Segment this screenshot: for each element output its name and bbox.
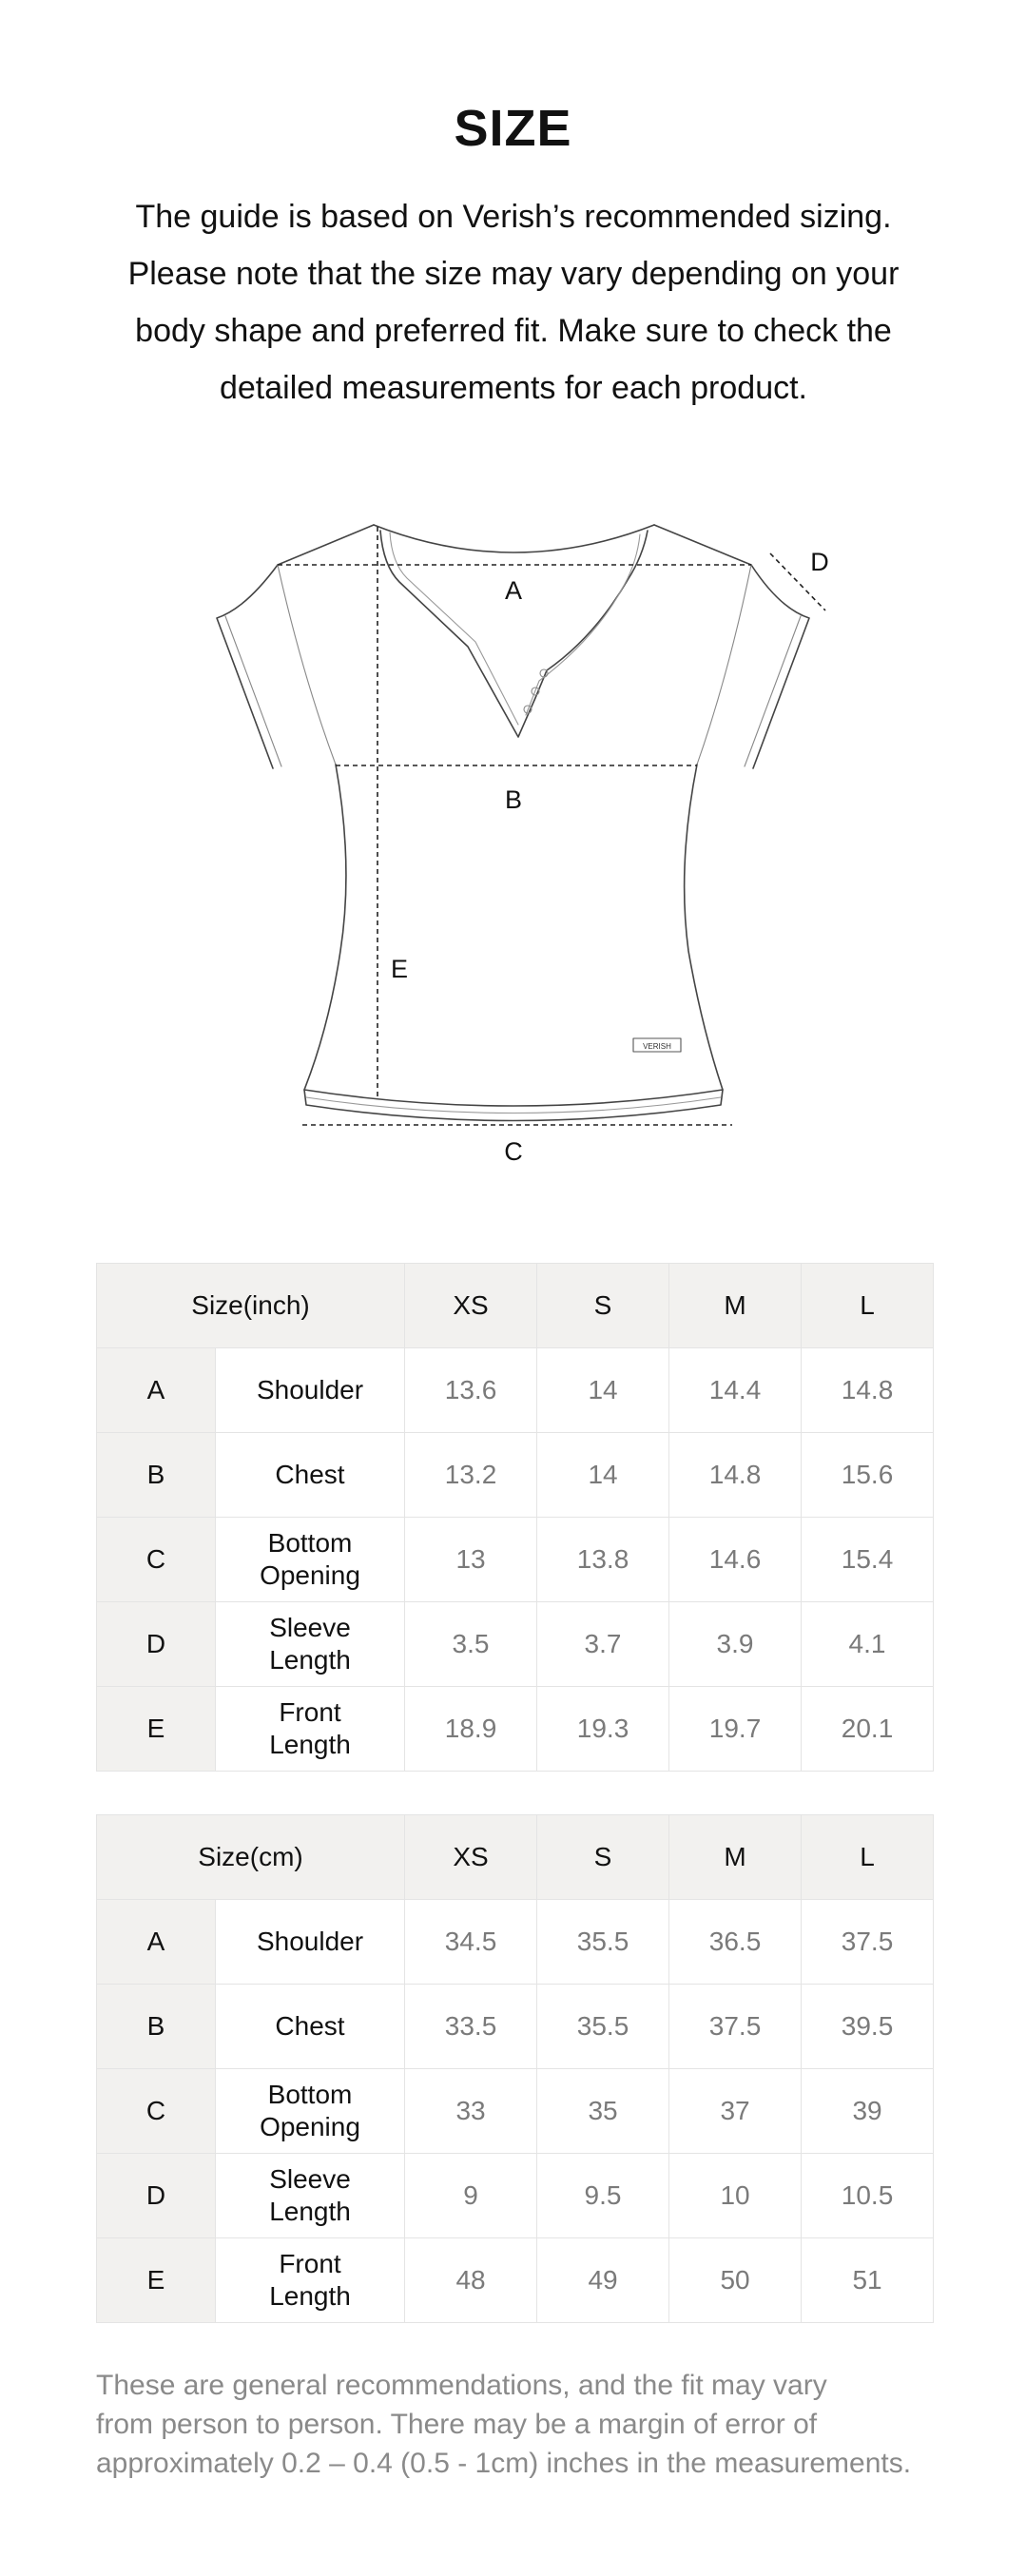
measure-key: E — [97, 2238, 216, 2323]
page-title: SIZE — [454, 100, 572, 157]
disclaimer-note — [96, 2366, 952, 2483]
measure-value: 3.9 — [669, 1602, 802, 1687]
measure-value: 13.6 — [405, 1348, 537, 1433]
measure-label: Chest — [216, 1433, 405, 1518]
table-row — [97, 1900, 934, 1985]
unit-header: Size(inch) — [97, 1264, 405, 1348]
label-d: D — [810, 548, 829, 576]
measure-value: 19.3 — [537, 1687, 669, 1772]
body-left-side — [304, 765, 346, 1090]
measure-value: 10.5 — [802, 2154, 934, 2238]
body-right-side — [685, 765, 723, 1090]
table-row — [97, 2154, 934, 2238]
size-header: L — [802, 1815, 934, 1900]
measure-value: 10 — [669, 2154, 802, 2238]
garment-diagram — [0, 494, 1026, 1189]
label-a: A — [504, 576, 523, 605]
intro-line: Please note that the size may vary depending on your — [127, 256, 900, 292]
table-row — [97, 1687, 934, 1772]
measure-key: A — [97, 1900, 216, 1985]
table-header-row — [97, 1264, 934, 1348]
measure-value: 35 — [537, 2069, 669, 2154]
measure-label: Sleeve Length — [216, 1602, 405, 1687]
table-header-row — [97, 1815, 934, 1900]
measure-label: Shoulder — [216, 1900, 405, 1985]
table-row — [97, 1985, 934, 2069]
neckline-binding — [380, 531, 648, 737]
size-table-inch — [96, 1263, 934, 1772]
measure-value: 14 — [537, 1348, 669, 1433]
measure-value: 19.7 — [669, 1687, 802, 1772]
measure-value: 49 — [537, 2238, 669, 2323]
intro-line: The guide is based on Verish’s recommended sizing. — [135, 199, 892, 235]
note-line: These are general recommendations, and the fit may vary — [96, 2370, 827, 2401]
note-line: from person to person. There may be a margin of error of — [96, 2409, 818, 2440]
size-table-cm — [96, 1814, 934, 2323]
measure-value: 14 — [537, 1433, 669, 1518]
measure-value: 9.5 — [537, 2154, 669, 2238]
measure-value: 33.5 — [405, 1985, 537, 2069]
size-header: M — [669, 1815, 802, 1900]
measure-key: D — [97, 2154, 216, 2238]
measure-value: 37.5 — [802, 1900, 934, 1985]
measure-value: 36.5 — [669, 1900, 802, 1985]
measure-key: C — [97, 2069, 216, 2154]
size-header: S — [537, 1815, 669, 1900]
measure-value: 15.4 — [802, 1518, 934, 1602]
measure-label: Chest — [216, 1985, 405, 2069]
size-header: XS — [405, 1264, 537, 1348]
left-sleeve — [217, 565, 278, 768]
measure-key: C — [97, 1518, 216, 1602]
measure-value: 13.8 — [537, 1518, 669, 1602]
measure-value: 15.6 — [802, 1433, 934, 1518]
measure-value: 33 — [405, 2069, 537, 2154]
measure-value: 3.7 — [537, 1602, 669, 1687]
table-row — [97, 2069, 934, 2154]
measure-label: Sleeve Length — [216, 2154, 405, 2238]
label-e: E — [390, 955, 409, 983]
measure-label: Front Length — [216, 2238, 405, 2323]
measure-value: 48 — [405, 2238, 537, 2323]
table-row — [97, 1602, 934, 1687]
measure-value: 34.5 — [405, 1900, 537, 1985]
measure-value: 3.5 — [405, 1602, 537, 1687]
table-row — [97, 1348, 934, 1433]
measure-key: E — [97, 1687, 216, 1772]
measure-value: 4.1 — [802, 1602, 934, 1687]
measure-value: 18.9 — [405, 1687, 537, 1772]
note-line: approximately 0.2 – 0.4 (0.5 - 1cm) inches in the measurements. — [96, 2448, 912, 2479]
measure-value: 20.1 — [802, 1687, 934, 1772]
measure-value: 50 — [669, 2238, 802, 2323]
size-header: M — [669, 1264, 802, 1348]
measure-key: B — [97, 1433, 216, 1518]
unit-header: Size(cm) — [97, 1815, 405, 1900]
measure-value: 39.5 — [802, 1985, 934, 2069]
measure-value: 14.4 — [669, 1348, 802, 1433]
measure-label: Bottom Opening — [216, 2069, 405, 2154]
label-b: B — [504, 785, 523, 814]
measure-value: 13.2 — [405, 1433, 537, 1518]
intro-line: detailed measurements for each product. — [219, 370, 807, 406]
measure-label: Bottom Opening — [216, 1518, 405, 1602]
table-row — [97, 2238, 934, 2323]
measure-value: 9 — [405, 2154, 537, 2238]
measure-key: A — [97, 1348, 216, 1433]
measure-value: 51 — [802, 2238, 934, 2323]
table-row — [97, 1433, 934, 1518]
measure-value: 13 — [405, 1518, 537, 1602]
measure-value: 35.5 — [537, 1900, 669, 1985]
label-c: C — [504, 1137, 523, 1166]
measure-value: 39 — [802, 2069, 934, 2154]
intro-line: body shape and preferred fit. Make sure to check the — [135, 313, 892, 349]
measure-value: 37 — [669, 2069, 802, 2154]
measure-value: 14.8 — [669, 1433, 802, 1518]
measure-value: 14.8 — [802, 1348, 934, 1433]
measure-value: 35.5 — [537, 1985, 669, 2069]
measure-label: Shoulder — [216, 1348, 405, 1433]
size-header: L — [802, 1264, 934, 1348]
intro-text — [76, 188, 951, 416]
size-header: S — [537, 1264, 669, 1348]
measure-key: B — [97, 1985, 216, 2069]
table-row — [97, 1518, 934, 1602]
brand-tag-text: VERISH — [643, 1042, 671, 1051]
measure-key: D — [97, 1602, 216, 1687]
size-header: XS — [405, 1815, 537, 1900]
measure-value: 14.6 — [669, 1518, 802, 1602]
measure-label: Front Length — [216, 1687, 405, 1772]
measure-value: 37.5 — [669, 1985, 802, 2069]
neckline-outline — [374, 525, 654, 552]
right-sleeve — [751, 565, 809, 768]
